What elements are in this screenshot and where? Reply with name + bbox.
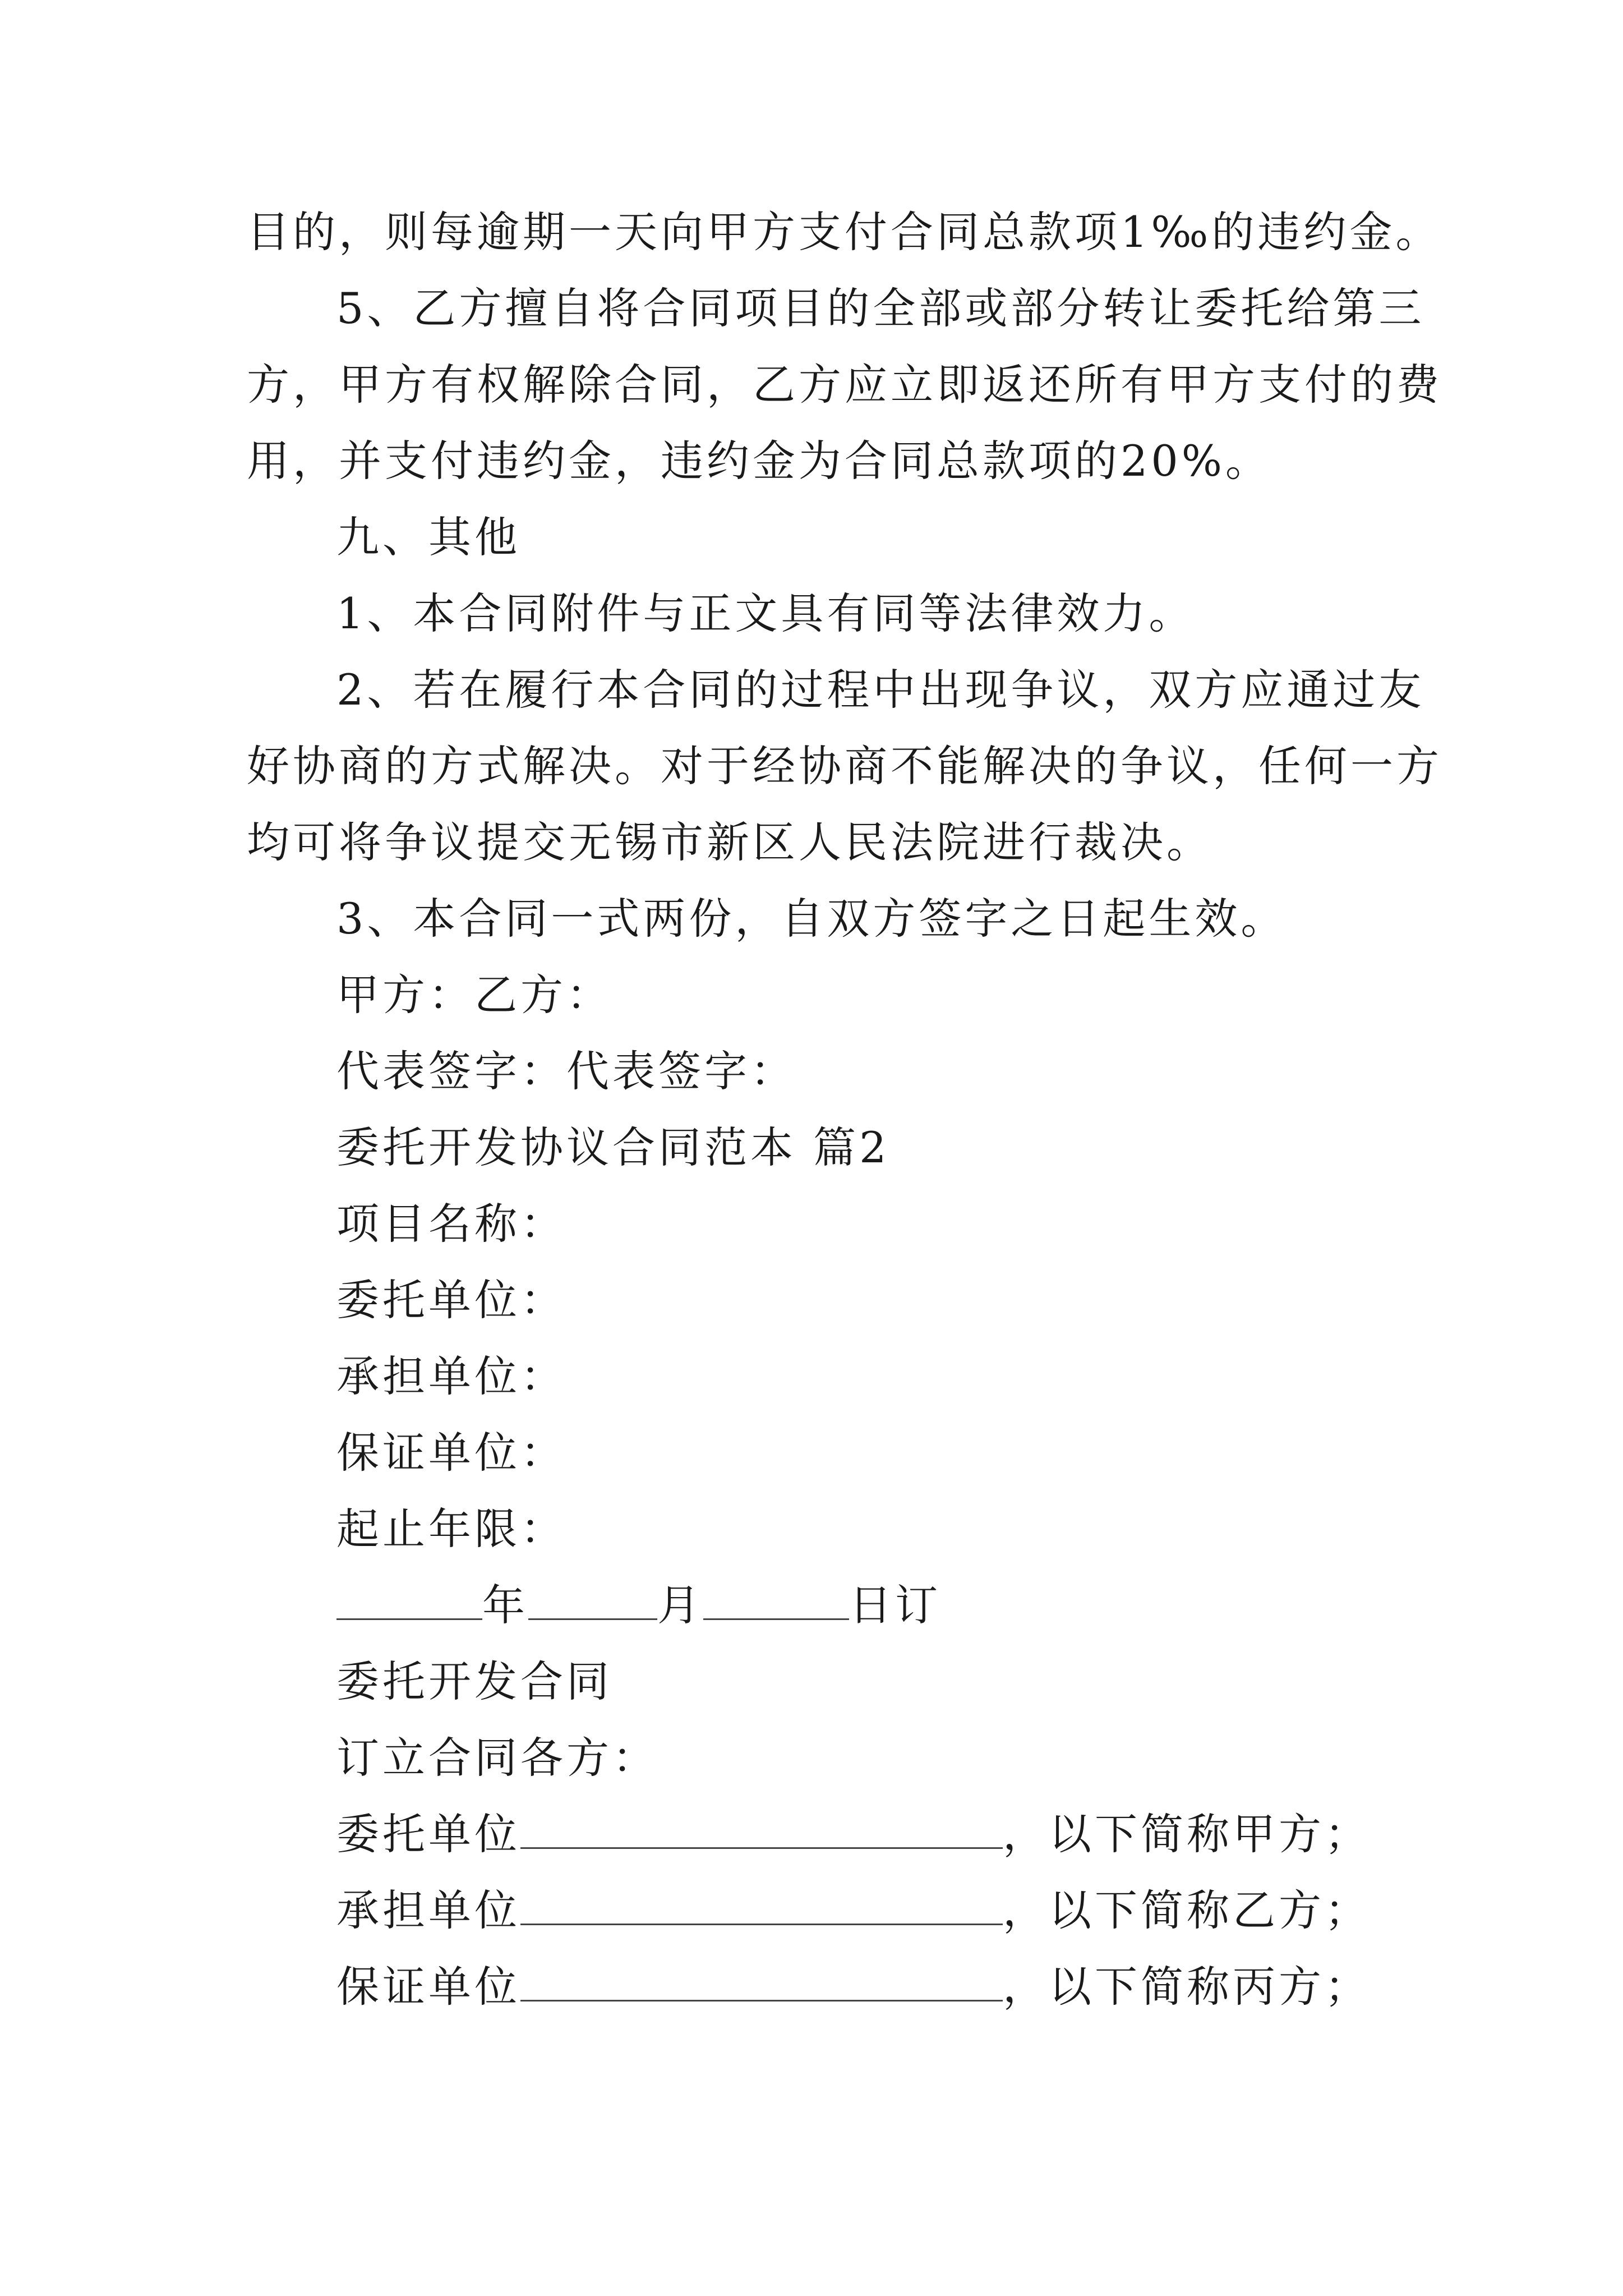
day-blank (703, 1578, 849, 1620)
day-signed-label: 日订 (849, 1580, 941, 1630)
year-blank (336, 1578, 482, 1620)
field-commissioning-unit: 委托单位： (336, 1275, 566, 1325)
field-guarantee-unit: 保证单位： (336, 1428, 566, 1478)
section-heading: 九、其他 (336, 512, 520, 562)
paragraph-line: 3、本合同一式两份，自双方签字之日起生效。 (336, 894, 1287, 944)
contracting-parties-heading: 订立合同各方： (336, 1733, 658, 1783)
paragraph-line: 用，并支付违约金，违约金为合同总款项的20%。 (247, 436, 1271, 486)
party-line-b (336, 1883, 1371, 1939)
party-name-blank (520, 1959, 1003, 2001)
paragraph-line: 5、乙方擅自将合同项目的全部或部分转让委托给第三 (336, 283, 1425, 333)
party-line-c (336, 1959, 1371, 2015)
paragraph-line: 均可将争议提交无锡市新区人民法院进行裁决。 (247, 817, 1212, 867)
paragraph-line: 1、本合同附件与正文具有同等法律效力。 (336, 588, 1195, 638)
party-label: 委托单位 (336, 1809, 520, 1859)
paragraph-line: 好协商的方式解决。对于经协商不能解决的争议，任何一方 (247, 741, 1442, 791)
paragraph-line: 2、若在履行本合同的过程中出现争议，双方应通过友 (336, 665, 1425, 715)
party-suffix: ，以下简称甲方； (1003, 1809, 1371, 1859)
paragraph-line: 目的，则每逾期一天向甲方支付合同总款项1‰的违约金。 (247, 207, 1442, 257)
paragraph-line: 方，甲方有权解除合同，乙方应立即返还所有甲方支付的费 (247, 360, 1442, 409)
contract-title: 委托开发合同 (336, 1657, 612, 1706)
party-label: 保证单位 (336, 1962, 520, 2012)
signature-parties-line: 甲方：乙方： (336, 970, 612, 1020)
party-suffix: ，以下简称丙方； (1003, 1962, 1371, 2012)
field-project-name: 项目名称： (336, 1199, 566, 1249)
signature-representatives-line: 代表签字：代表签字： (336, 1046, 796, 1096)
party-line-a (336, 1806, 1371, 1862)
year-label: 年 (482, 1580, 528, 1630)
field-undertaking-unit: 承担单位： (336, 1351, 566, 1401)
party-label: 承担单位 (336, 1885, 520, 1935)
field-start-end-term: 起止年限： (336, 1504, 566, 1554)
party-suffix: ，以下简称乙方； (1003, 1885, 1371, 1935)
party-name-blank (520, 1807, 1003, 1849)
document-heading: 委托开发协议合同范本 篇2 (336, 1122, 890, 1172)
date-signed-line (336, 1577, 941, 1634)
month-blank (528, 1578, 657, 1620)
party-name-blank (520, 1883, 1003, 1925)
month-label: 月 (657, 1580, 703, 1630)
